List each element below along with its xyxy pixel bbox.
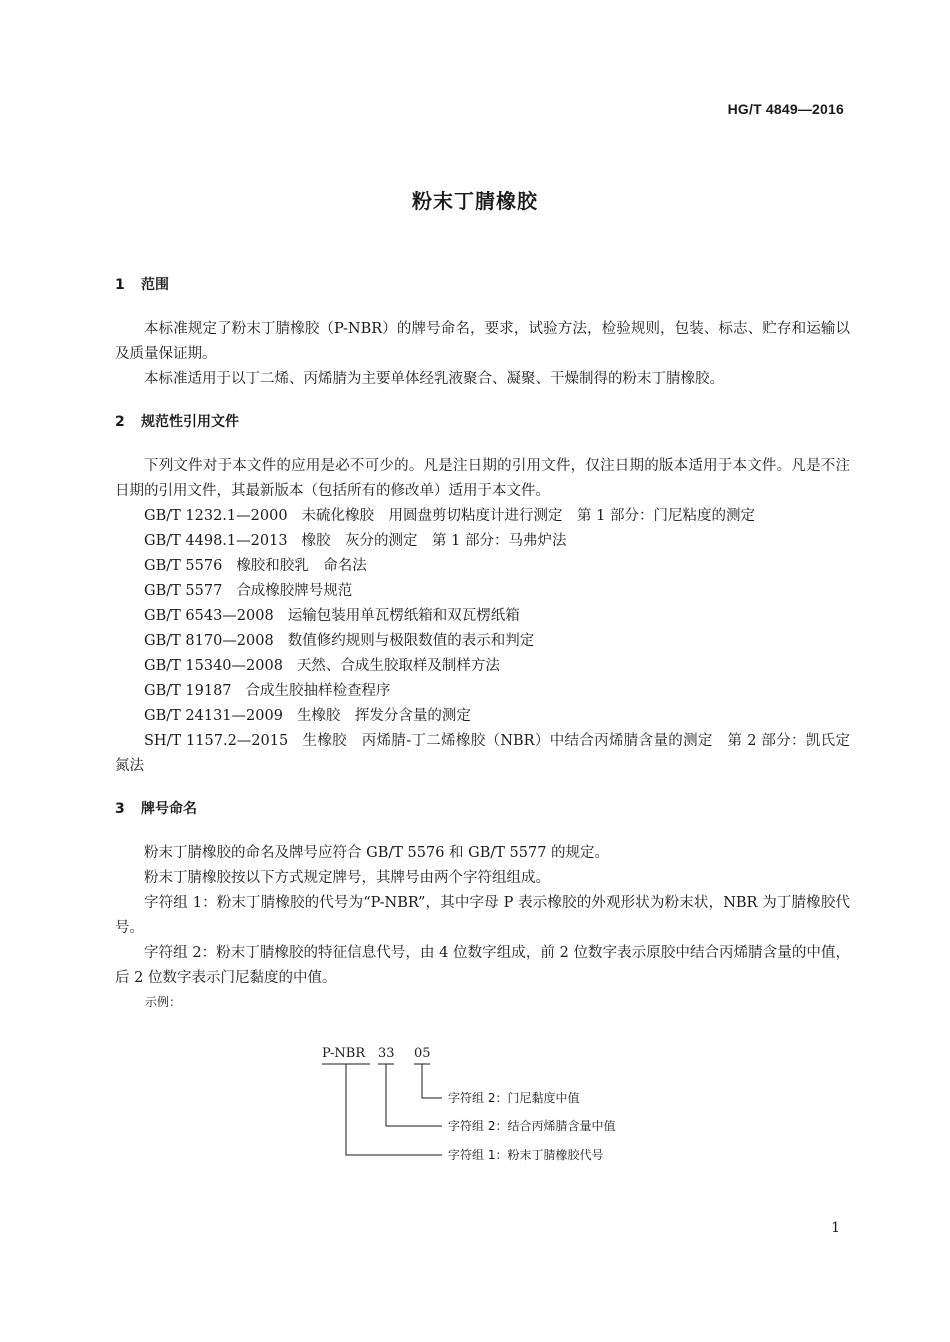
reference-code: GB/T 8170—2008 bbox=[144, 633, 274, 649]
paragraph: 字符组 1：粉末丁腈橡胶的代号为“P-NBR”，其中字母 P 表示橡胶的外观形状为粉末状，NBR 为丁腈橡胶代号。 bbox=[115, 895, 850, 936]
section-number: 3 bbox=[115, 801, 125, 817]
section-number: 2 bbox=[115, 414, 125, 430]
example-label: 示例： bbox=[145, 995, 182, 1009]
diagram-label-code: 字符组 1：粉末丁腈橡胶代号 bbox=[448, 1148, 604, 1162]
section-title: 范围 bbox=[141, 277, 169, 293]
diagram-label-mooney: 字符组 2：门尼黏度中值 bbox=[448, 1091, 580, 1105]
document-title: 粉末丁腈橡胶 bbox=[412, 189, 538, 213]
reference-code: GB/T 15340—2008 bbox=[144, 658, 283, 674]
paragraph: 本标准规定了粉末丁腈橡胶（P-NBR）的牌号命名，要求，试验方法，检验规则，包装、标志、贮存和运输以及质量保证期。 bbox=[115, 321, 850, 362]
reference-code: SH/T 1157.2—2015 bbox=[144, 733, 289, 749]
reference-title: 生橡胶 丙烯腈-丁二烯橡胶（NBR）中结合丙烯腈含量的测定 第 2 部分：凯氏定氮法 bbox=[115, 733, 850, 774]
reference-code: GB/T 4498.1—2013 bbox=[144, 533, 288, 549]
reference-title: 橡胶 灰分的测定 第 1 部分：马弗炉法 bbox=[301, 533, 567, 549]
reference-item bbox=[115, 579, 850, 604]
paragraph: 粉末丁腈橡胶的命名及牌号应符合 GB/T 5576 和 GB/T 5577 的规定。 bbox=[144, 845, 610, 861]
reference-title: 运输包装用单瓦楞纸箱和双瓦楞纸箱 bbox=[287, 608, 520, 624]
reference-title: 未硫化橡胶 用圆盘剪切粘度计进行测定 第 1 部分：门尼粘度的测定 bbox=[301, 508, 755, 524]
reference-code: GB/T 24131—2009 bbox=[144, 708, 283, 724]
grade-code-part-2: 33 bbox=[378, 1046, 395, 1061]
reference-title: 天然、合成生胶取样及制样方法 bbox=[296, 658, 500, 674]
grade-code-part-1: P-NBR bbox=[322, 1046, 366, 1061]
section-heading-references bbox=[115, 405, 850, 439]
reference-item bbox=[115, 654, 850, 679]
section-heading-grade bbox=[115, 792, 850, 826]
paragraph: 粉末丁腈橡胶按以下方式规定牌号，其牌号由两个字符组组成。 bbox=[144, 870, 550, 886]
reference-item bbox=[115, 504, 850, 529]
reference-title: 合成生胶抽样检查程序 bbox=[245, 683, 391, 699]
reference-item bbox=[115, 604, 850, 629]
reference-code: GB/T 5576 bbox=[144, 558, 223, 574]
reference-title: 数值修约规则与极限数值的表示和判定 bbox=[287, 633, 535, 649]
reference-item bbox=[115, 704, 850, 729]
grade-naming-diagram bbox=[310, 1042, 670, 1172]
reference-item bbox=[115, 729, 850, 779]
reference-title: 合成橡胶牌号规范 bbox=[236, 583, 353, 599]
reference-item bbox=[115, 629, 850, 654]
reference-code: GB/T 5577 bbox=[144, 583, 223, 599]
reference-title: 橡胶和胶乳 命名法 bbox=[236, 558, 367, 574]
paragraph: 字符组 2：粉末丁腈橡胶的特征信息代号，由 4 位数字组成，前 2 位数字表示原胶中结合丙烯腈含量的中值，后 2 位数字表示门尼黏度的中值。 bbox=[115, 945, 850, 986]
section-number: 1 bbox=[115, 277, 125, 293]
paragraph: 下列文件对于本文件的应用是必不可少的。凡是注日期的引用文件，仅注日期的版本适用于本文件。凡是不注日期的引用文件，其最新版本（包括所有的修改单）适用于本文件。 bbox=[115, 458, 850, 499]
reference-code: GB/T 6543—2008 bbox=[144, 608, 274, 624]
reference-title: 生橡胶 挥发分含量的测定 bbox=[296, 708, 471, 724]
section-title: 规范性引用文件 bbox=[141, 414, 239, 430]
document-body bbox=[115, 268, 850, 1013]
grade-code-part-3: 05 bbox=[414, 1046, 431, 1061]
diagram-label-acrylonitrile: 字符组 2：结合丙烯腈含量中值 bbox=[448, 1119, 616, 1133]
reference-item bbox=[115, 529, 850, 554]
reference-item bbox=[115, 554, 850, 579]
page-number: 1 bbox=[831, 1220, 840, 1236]
reference-item bbox=[115, 679, 850, 704]
section-title: 牌号命名 bbox=[141, 801, 197, 817]
paragraph: 本标准适用于以丁二烯、丙烯腈为主要单体经乳液聚合、凝聚、干燥制得的粉末丁腈橡胶。 bbox=[144, 371, 724, 387]
section-heading-scope bbox=[115, 268, 850, 302]
reference-code: GB/T 1232.1—2000 bbox=[144, 508, 288, 524]
reference-code: GB/T 19187 bbox=[144, 683, 232, 699]
standard-code: HG/T 4849—2016 bbox=[727, 101, 844, 117]
